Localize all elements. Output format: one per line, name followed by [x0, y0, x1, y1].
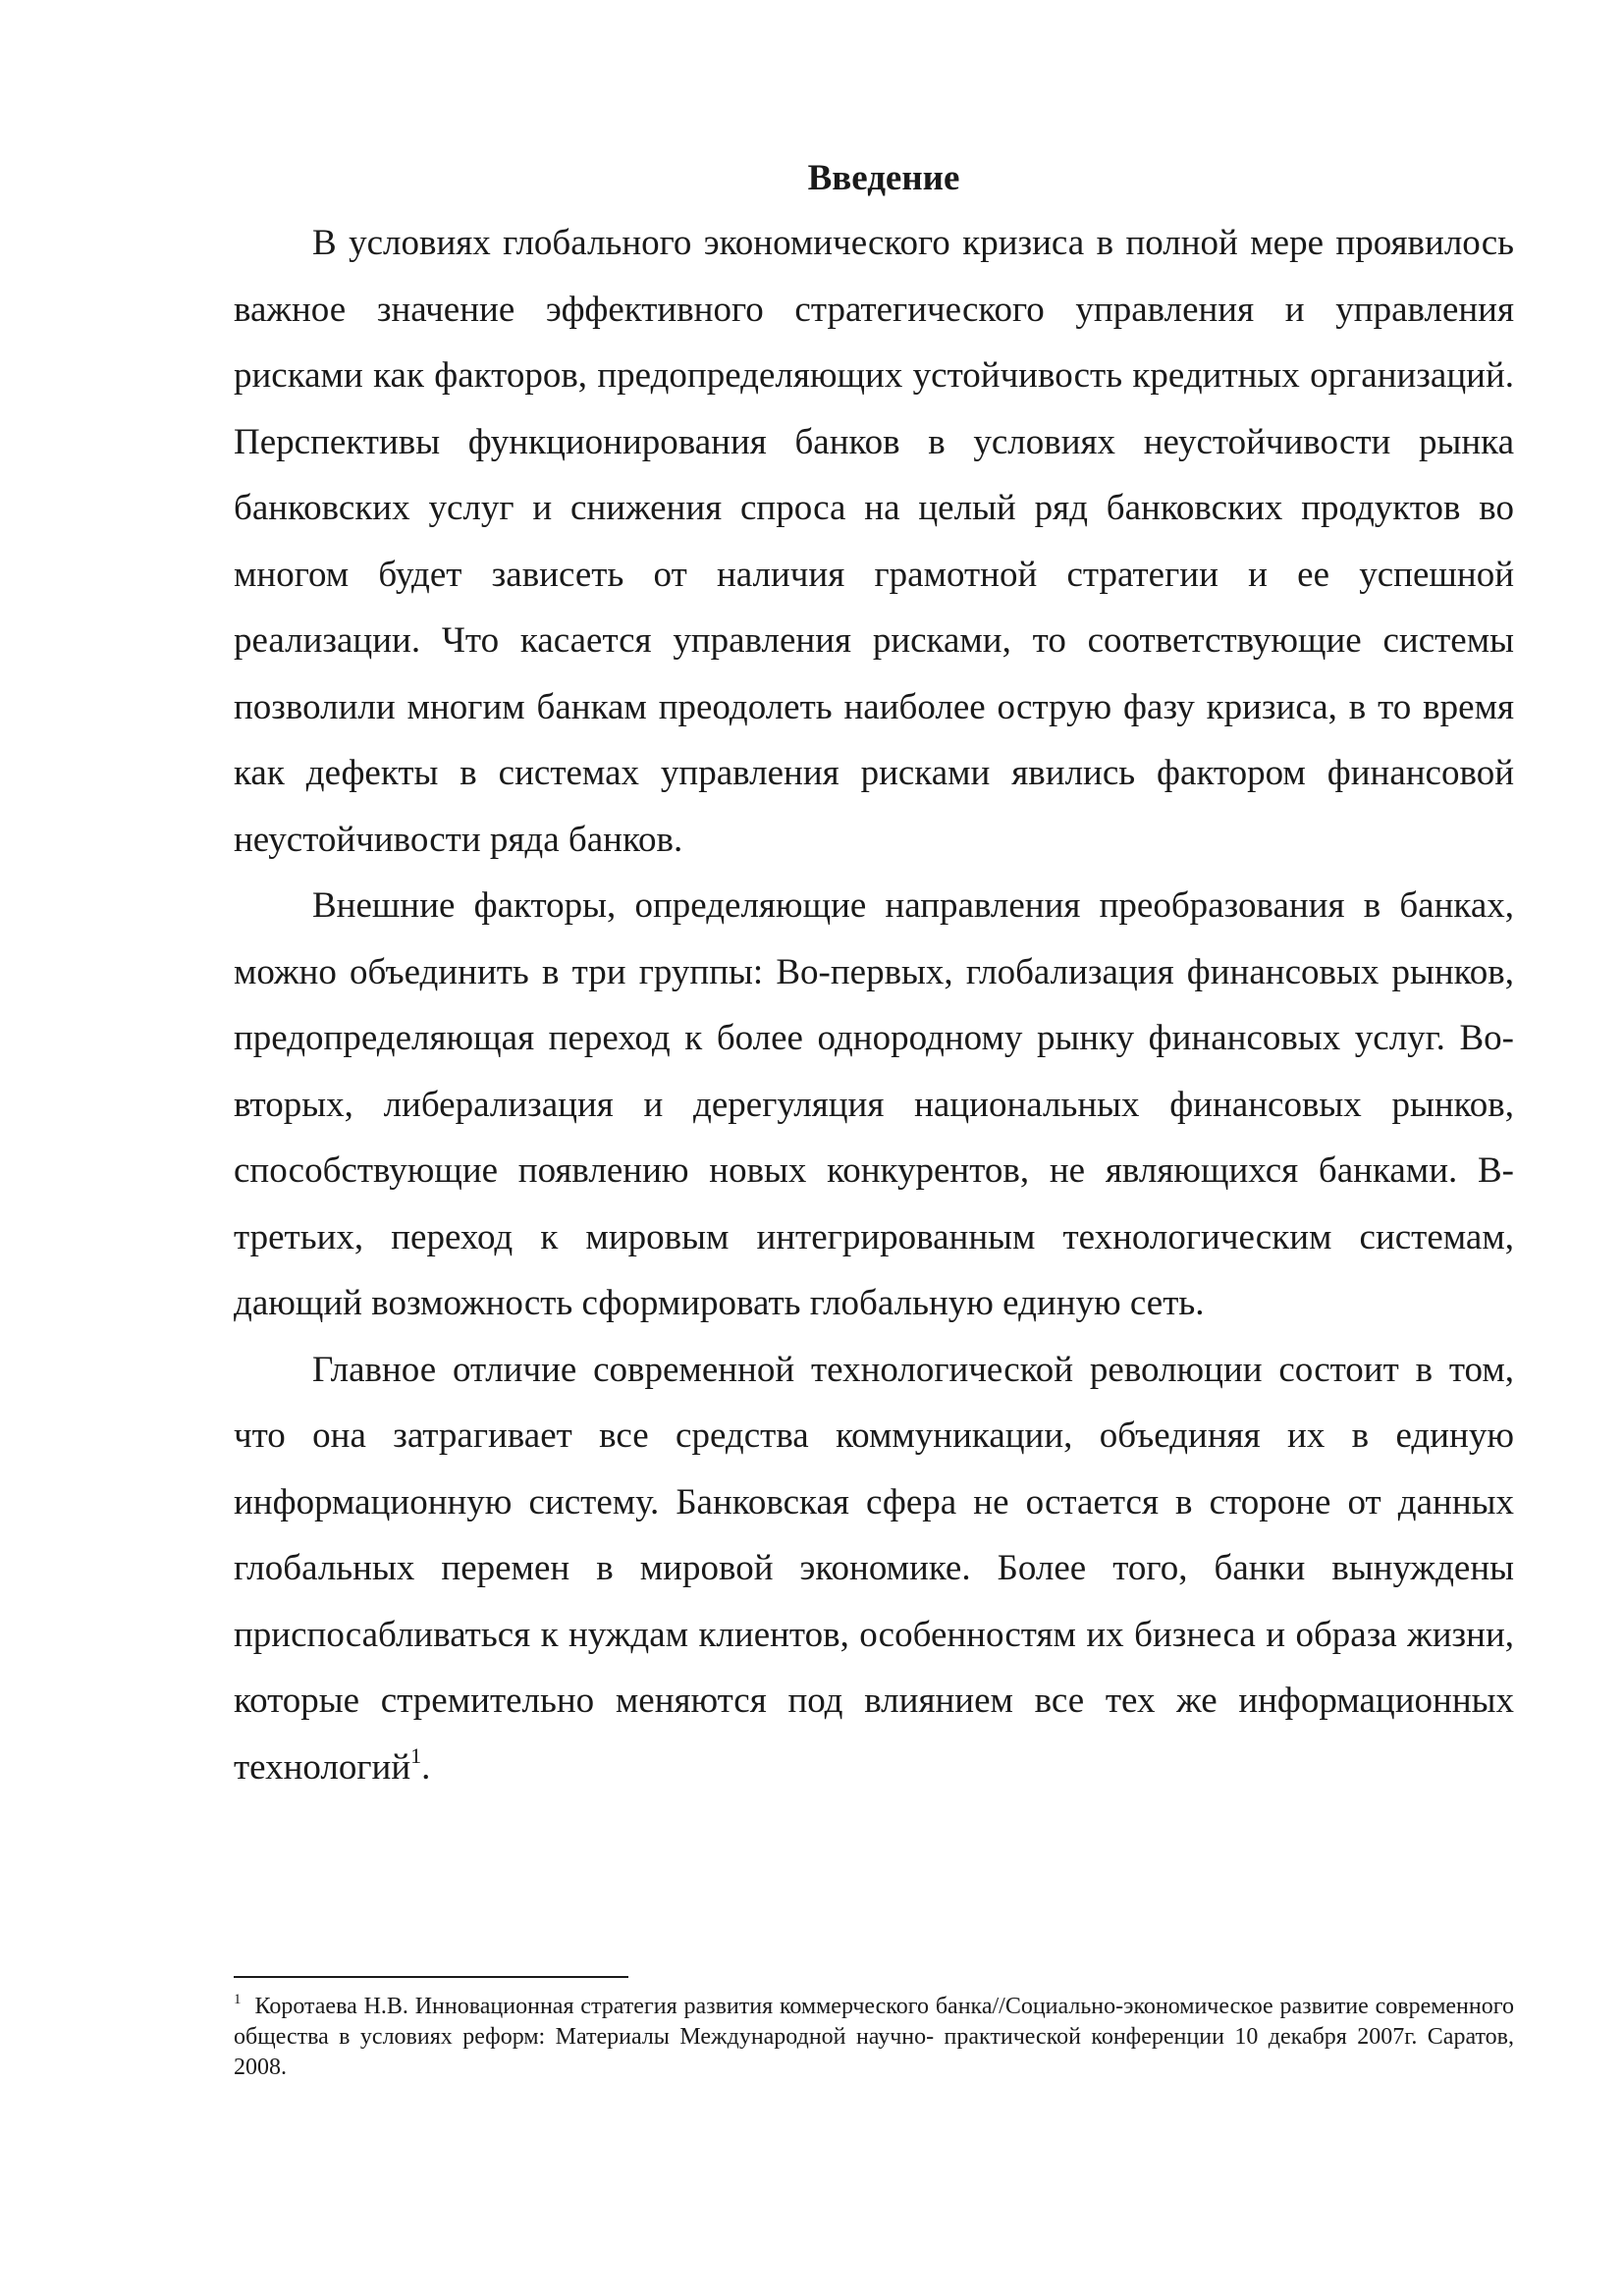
footnote-mark: 1	[234, 1992, 242, 2007]
main-text	[234, 147, 1514, 1800]
paragraph-1: В условиях глобального экономического кризиса в полной мере проявилось важное значение эффективного стратегического управления и управления рисками как факторов, предопределяющих устойчивость кредитных организаций. Перспективы функционирования банков в условиях неустойчивости рынка банковских услуг и снижения спроса на целый ряд банковских продуктов во многом будет зависеть от наличия грамотной стратегии и ее успешной реализации. Что касается управления рисками, то соответствующие системы позволили многим банкам преодолеть наиболее острую фазу кризиса, в то время как дефекты в системах управления рисками явились фактором финансовой неустойчивости ряда банков.	[234, 223, 1514, 860]
footnote-text: Коротаева Н.В. Инновационная стратегия развития коммерческого банка//Социально-экономическое развитие современного общества в условиях реформ: Материалы Международной научно- практической конференции 10 декабря 2007г. Саратов, 2008.	[234, 1994, 1514, 2080]
page-title: Введение	[807, 158, 960, 198]
footnote-reference[interactable]: 1	[410, 1742, 422, 1768]
paragraph-3-end: .	[421, 1746, 431, 1788]
footnotes	[234, 1976, 1514, 2083]
footnote-1	[234, 1992, 1514, 2083]
paragraph-2: Внешние факторы, определяющие направления преобразования в банках, можно объединить в три группы: Во-первых, глобализация финансовых рынков, предопределяющая переход к более однородному рынку финансовых услуг. Во-вторых, либерализация и дерегуляция национальных финансовых рынков, способствующие появлению новых конкурентов, не являющихся банками. В-третьих, переход к мировым интегрированным технологическим системам, дающий возможность сформировать глобальную единую сеть.	[234, 885, 1514, 1323]
footnote-separator	[234, 1976, 628, 1978]
paragraph-3-text: Главное отличие современной технологической революции состоит в том, что она затрагивает все средства коммуникации, объединяя их в единую информационную систему. Банковская сфера не остается в стороне от данных глобальных перемен в мировой экономике. Более того, банки вынуждены приспосабливаться к нуждам клиентов, особенностям их бизнеса и образа жизни, которые стремительно меняются под влиянием все тех же информационных технологий	[234, 1349, 1514, 1788]
paragraph-3	[234, 1337, 1514, 1801]
